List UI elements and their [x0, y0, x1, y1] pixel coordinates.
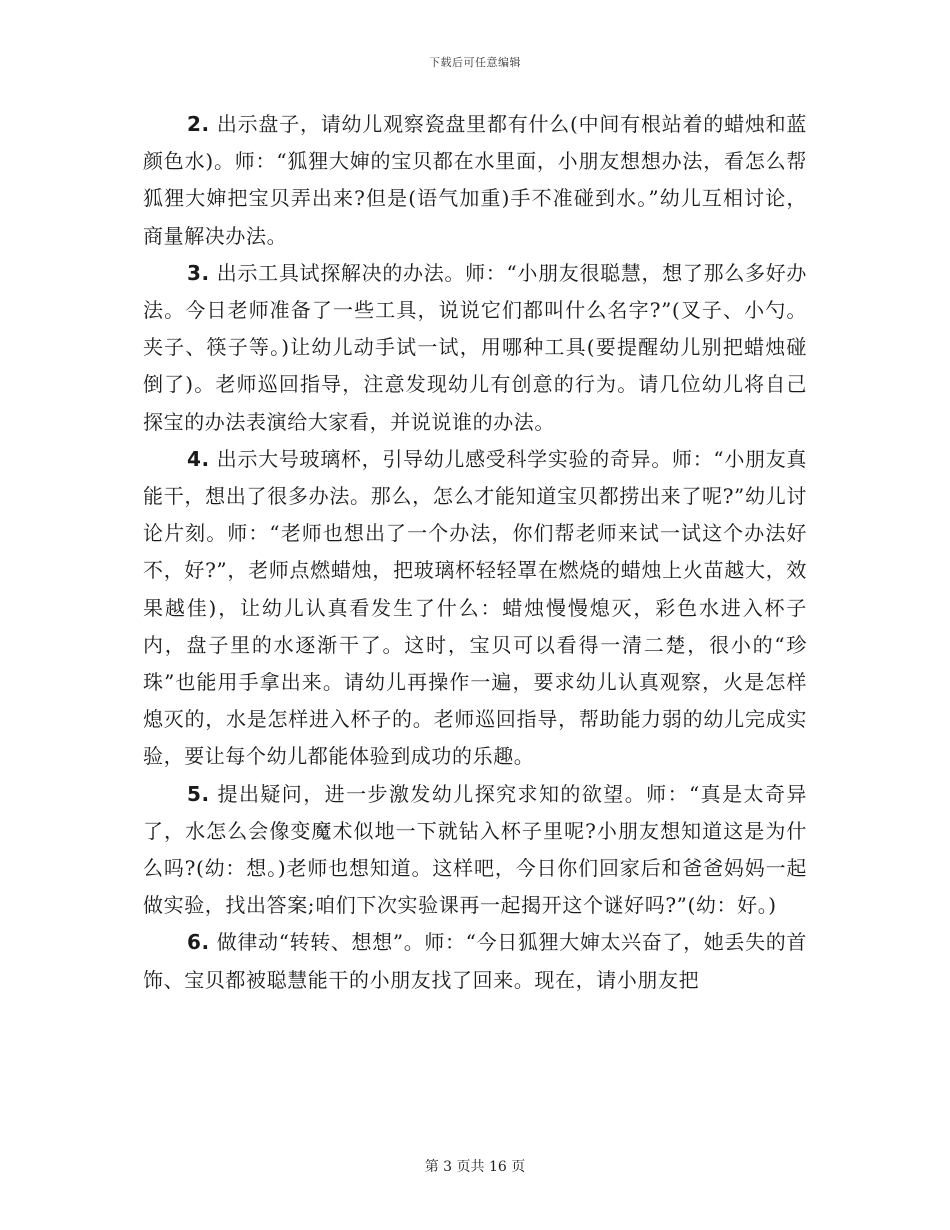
paragraph-text: 提出疑问，进一步激发幼儿探究求知的欲望。师：“真是太奇异了，水怎么会像变魔术似地一下就钻入杯子里呢?小朋友想知道这是为什么吗?(幼：想。)老师也想知道。这样吧，今日你们回家后和爸爸妈妈一起做实验，找出答案;咱们下次实验课再一起揭开这个谜好吗?”(幼：好。)	[143, 781, 807, 918]
step-number: 4.	[187, 446, 210, 471]
page-header: 下载后可任意编辑	[429, 56, 521, 69]
paragraph-step-4	[143, 441, 807, 776]
paragraph-step-6	[143, 924, 807, 998]
step-number: 6.	[187, 930, 210, 955]
page-footer: 第 3 页共 16 页	[424, 1159, 526, 1175]
paragraph-step-2	[143, 106, 807, 255]
step-number: 2.	[187, 112, 210, 136]
paragraph-text: 做律动“转转、想想”。师：“今日狐狸大婶太兴奋了，她丢失的首饰、宝贝都被聪慧能干的小朋友找了回来。现在，请小朋友把	[143, 930, 807, 992]
document-body	[143, 106, 807, 999]
step-number: 5.	[187, 781, 210, 806]
step-number: 3.	[187, 260, 210, 285]
paragraph-text: 出示工具试探解决的办法。师：“小朋友很聪慧，想了那么多好办法。今日老师准备了一些工具，说说它们都叫什么名字?”(叉子、小勺。夹子、筷子等。)让幼儿动手试一试，用哪种工具(要提醒幼儿别把蜡烛碰倒了)。老师巡回指导，注意发现幼儿有创意的行为。请几位幼儿将自己探宝的办法表演给大家看，并说说谁的办法。	[143, 260, 807, 434]
paragraph-text: 出示盘子，请幼儿观察瓷盘里都有什么(中间有根站着的蜡烛和蓝颜色水)。师：“狐狸大婶的宝贝都在水里面，小朋友想想办法，看怎么帮狐狸大婶把宝贝弄出来?但是(语气加重)手不准碰到水。”幼儿互相讨论，商量解决办法。	[143, 112, 807, 248]
paragraph-step-3	[143, 255, 807, 441]
paragraph-text: 出示大号玻璃杯，引导幼儿感受科学实验的奇异。师：“小朋友真能干，想出了很多办法。那么，怎么才能知道宝贝都捞出来了呢?”幼儿讨论片刻。师：“老师也想出了一个办法，你们帮老师来试一试这个办法好不，好?”，老师点燃蜡烛，把玻璃杯轻轻罩在燃烧的蜡烛上火苗越大，效果越佳)，让幼儿认真看发生了什么：蜡烛慢慢熄灭，彩色水进入杯子内，盘子里的水逐渐干了。这时，宝贝可以看得一清二楚，很小的“珍珠”也能用手拿出来。请幼儿再操作一遍，要求幼儿认真观察，火是怎样熄灭的，水是怎样进入杯子的。老师巡回指导，帮助能力弱的幼儿完成实验，要让每个幼儿都能体验到成功的乐趣。	[143, 446, 807, 769]
paragraph-step-5	[143, 776, 807, 925]
